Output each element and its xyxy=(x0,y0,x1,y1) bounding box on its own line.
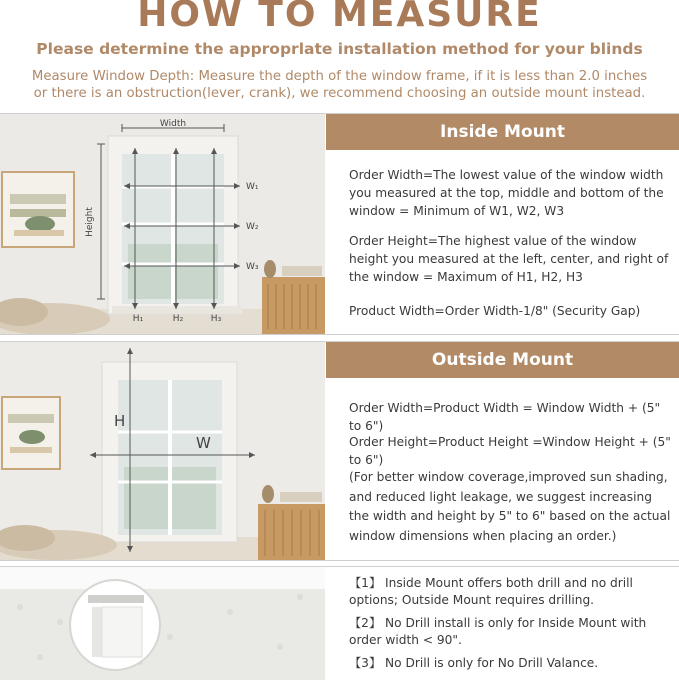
outside-order-width: Order Width=Product Width = Window Width + (5" to 6") xyxy=(349,401,661,433)
outside-mount-panel xyxy=(0,341,679,561)
page-title: HOW TO MEASURE xyxy=(137,0,542,35)
inside-order-width: Order Width=The lowest value of the window width you measured at the top, middle and bottom of the window = Minimum of W1, W2, W3 xyxy=(349,168,664,218)
note-item-3: 【3】 No Drill is only for No Drill Valance. xyxy=(349,656,599,670)
outside-mount-photo xyxy=(0,342,325,560)
diagram-h3-label: H₃ xyxy=(210,314,222,324)
diagram-w-label: W xyxy=(196,434,211,452)
inside-mount-photo xyxy=(0,114,325,334)
diagram-height-label: Height xyxy=(85,207,95,237)
diagram-w2-label: W₂ xyxy=(246,222,259,232)
page-subtitle: Please determine the approprlate installation method for your blinds xyxy=(36,40,643,58)
diagram-h-label: H xyxy=(114,412,126,430)
diagram-w1-label: W₁ xyxy=(246,182,259,192)
outside-note: (For better window coverage,improved sun shading, and reduced light leakage, we suggest increasing the width and height by 5" to 6" based on the actual window dimensions when placing an order.) xyxy=(349,470,671,543)
inside-product-width: Product Width=Order Width-1/8" (Security Gap) xyxy=(349,304,641,318)
intro-text xyxy=(0,68,679,102)
inside-mount-panel xyxy=(0,113,679,335)
note-item-2: 【2】 No Drill install is only for Inside Mount with order width < 90". xyxy=(349,616,647,647)
outside-order-height: Order Height=Product Height =Window Height + (5" to 6") xyxy=(349,435,671,467)
inside-mount-heading: Inside Mount xyxy=(326,114,679,150)
diagram-h1-label: H₁ xyxy=(132,314,144,324)
note-item-1: 【1】 Inside Mount offers both drill and no drill options; Outside Mount requires drilling. xyxy=(349,576,633,607)
diagram-h2-label: H₂ xyxy=(172,314,184,324)
notes-panel xyxy=(0,566,679,680)
outside-mount-heading: Outside Mount xyxy=(326,342,679,378)
diagram-w3-label: W₃ xyxy=(246,262,259,272)
blind-closeup-photo xyxy=(0,567,325,680)
diagram-width-label: Width xyxy=(159,119,187,129)
inside-order-height: Order Height=The highest value of the window height you measured at the left, center, and right of the window = Maximum of H1, H2, H3 xyxy=(349,234,669,284)
intro-line-2: or there is an obstruction(lever, crank), we recommend choosing an outside mount instead. xyxy=(33,86,646,101)
intro-line-1: Measure Window Depth: Measure the depth of the window frame, if it is less than 2.0 inches xyxy=(31,69,648,84)
